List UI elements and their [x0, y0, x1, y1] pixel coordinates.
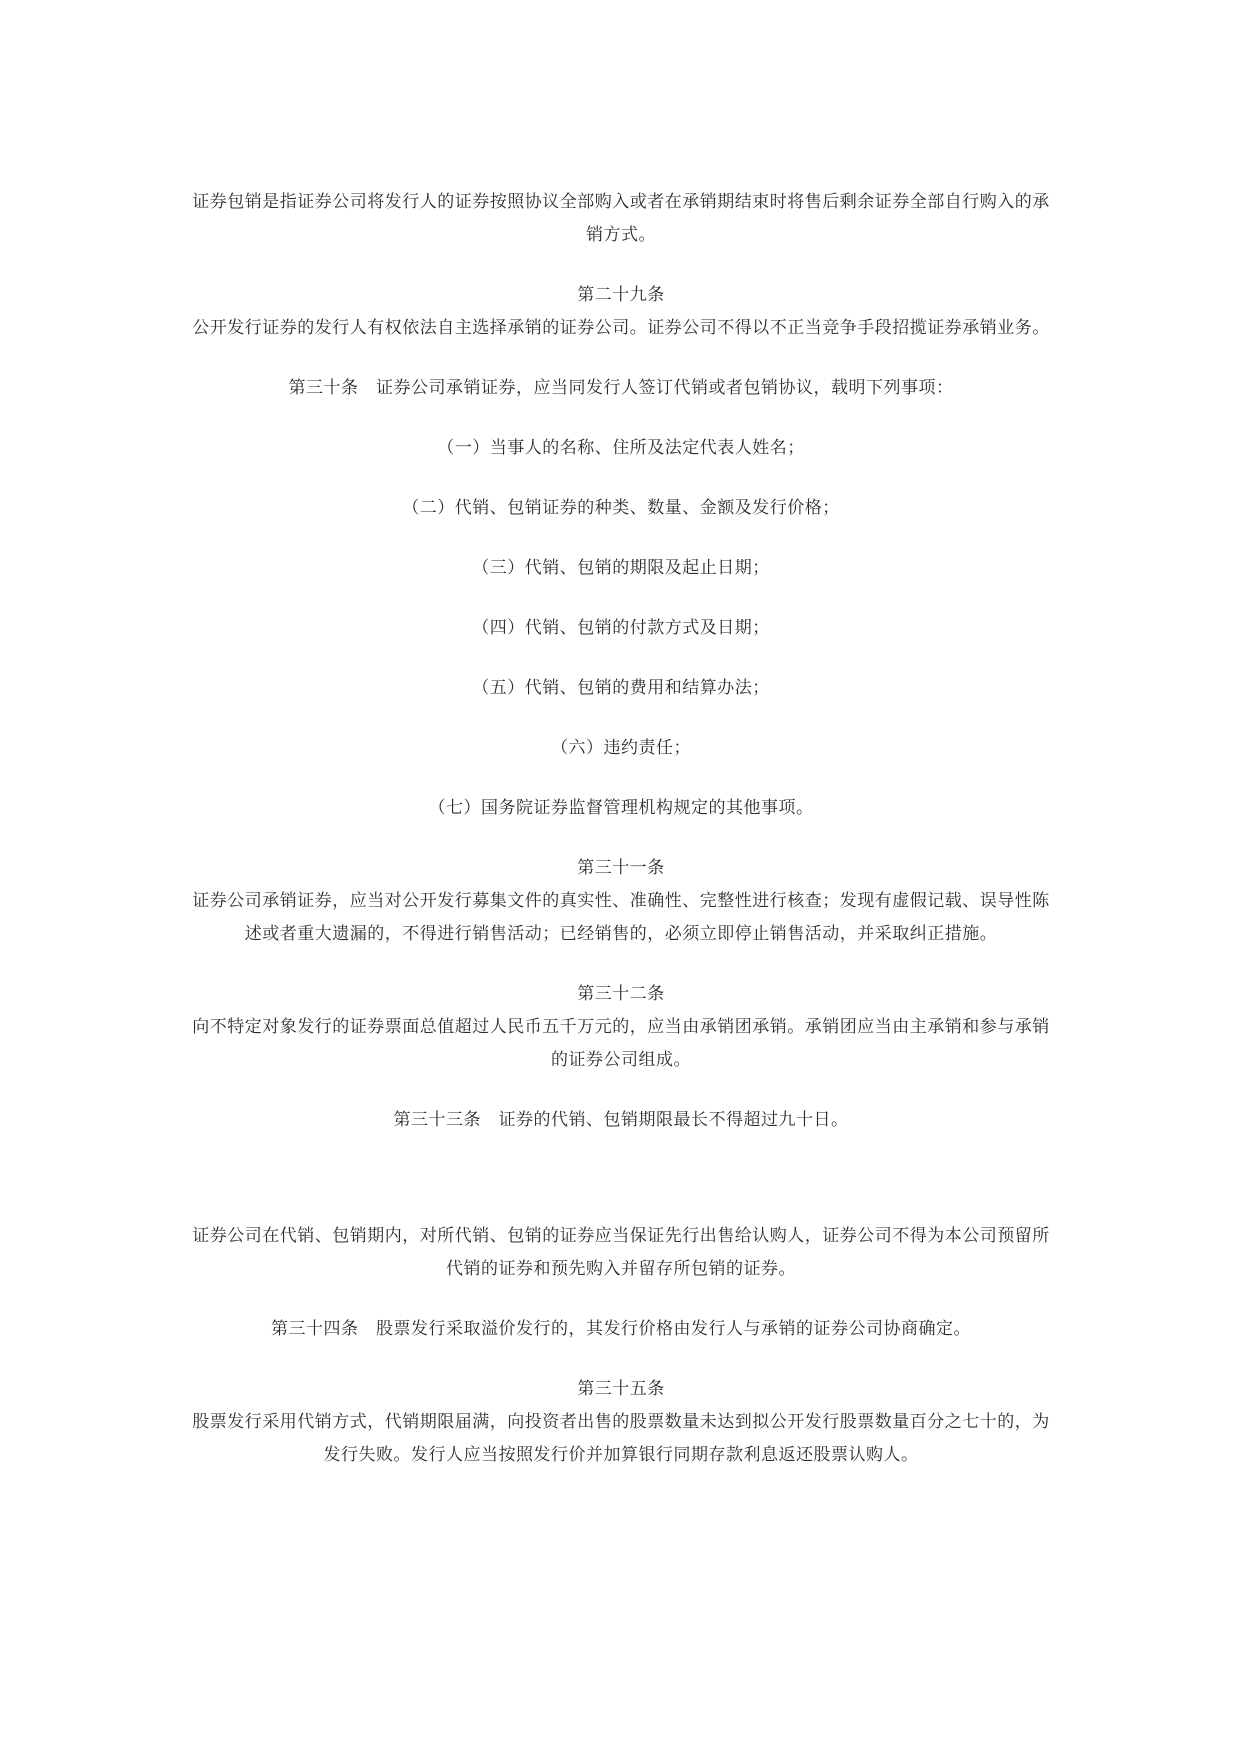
article-30-item-7: （七）国务院证券监督管理机构规定的其他事项。: [428, 798, 814, 818]
article-30-text: 第三十条 证券公司承销证券，应当同发行人签订代销或者包销协议，载明下列事项：: [288, 378, 954, 398]
article-30-item-6: （六）违约责任；: [551, 738, 691, 758]
article-33-continuation: 证券公司在代销、包销期内，对所代销、包销的证券应当保证先行出售给认购人，证券公司不得为本公司预留所代销的证券和预先购入并留存所包销的证券。: [192, 1226, 1050, 1279]
article-29-text: 公开发行证券的发行人有权依法自主选择承销的证券公司。证券公司不得以不正当竞争手段招揽证券承销业务。: [192, 318, 1050, 338]
article-30-item-2: （二）代销、包销证券的种类、数量、金额及发行价格；: [402, 498, 840, 518]
article-30-item-5: （五）代销、包销的费用和结算办法；: [472, 678, 770, 698]
document-body: [190, 186, 1052, 1472]
article-31-text: 证券公司承销证券，应当对公开发行募集文件的真实性、准确性、完整性进行核查；发现有虚假记载、误导性陈述或者重大遗漏的，不得进行销售活动；已经销售的，必须立即停止销售活动，并采取纠正措施。: [192, 891, 1050, 944]
article-34-text: 第三十四条 股票发行采取溢价发行的，其发行价格由发行人与承销的证券公司协商确定。: [271, 1319, 971, 1339]
article-30-item-4: （四）代销、包销的付款方式及日期；: [472, 618, 770, 638]
article-35-text: 股票发行采用代销方式，代销期限届满，向投资者出售的股票数量未达到拟公开发行股票数量百分之七十的，为发行失败。发行人应当按照发行价并加算银行同期存款利息返还股票认购人。: [192, 1412, 1050, 1465]
article-35-heading: 第三十五条: [577, 1379, 665, 1399]
article-32-text: 向不特定对象发行的证券票面总值超过人民币五千万元的，应当由承销团承销。承销团应当由主承销和参与承销的证券公司组成。: [192, 1017, 1050, 1070]
article-33-text: 第三十三条 证券的代销、包销期限最长不得超过九十日。: [393, 1110, 849, 1130]
article-29-heading: 第二十九条: [577, 285, 665, 305]
article-30-item-1: （一）当事人的名称、住所及法定代表人姓名；: [437, 438, 805, 458]
article-31-heading: 第三十一条: [577, 858, 665, 878]
article-30-item-3: （三）代销、包销的期限及起止日期；: [472, 558, 770, 578]
paragraph-underwriting-definition: 证券包销是指证券公司将发行人的证券按照协议全部购入或者在承销期结束时将售后剩余证券全部自行购入的承销方式。: [192, 192, 1050, 245]
article-32-heading: 第三十二条: [577, 984, 665, 1004]
